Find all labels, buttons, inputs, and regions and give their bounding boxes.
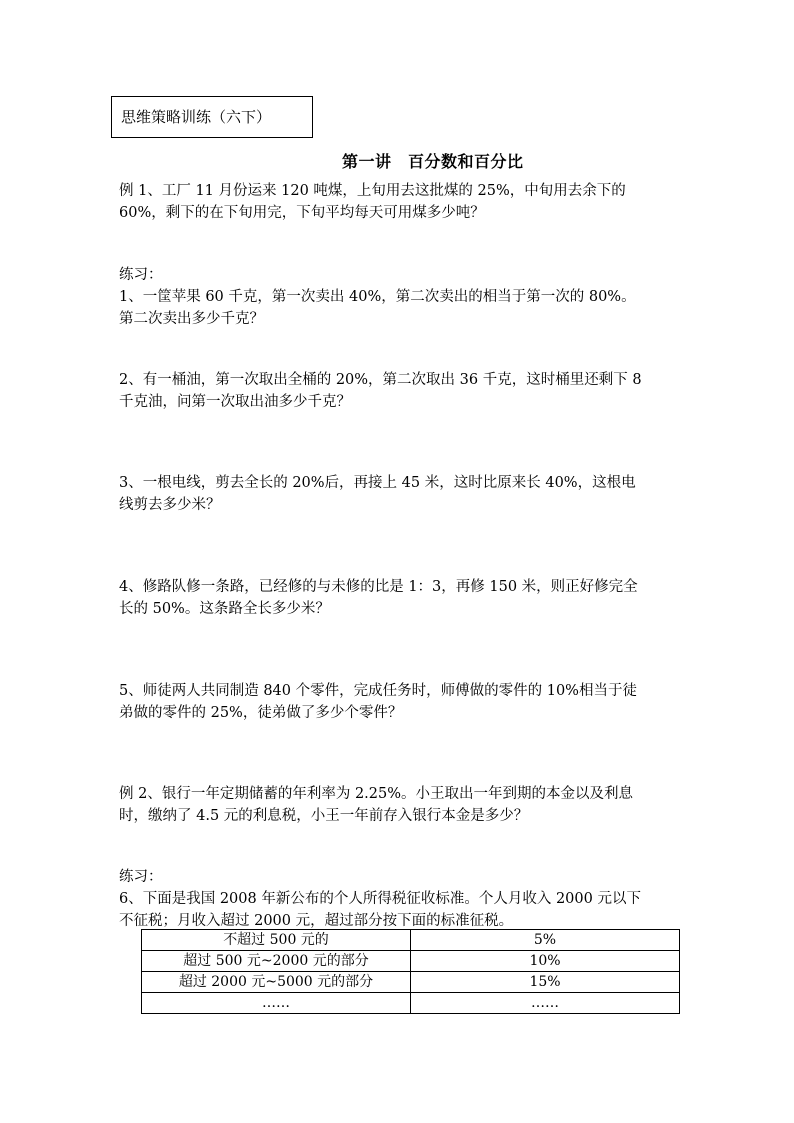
table-cell-rate: …… <box>411 993 680 1014</box>
question-4-line-2: 长的 50%。这条路全长多少米？ <box>119 601 330 617</box>
table-cell-bracket: 超过 500 元~2000 元的部分 <box>142 951 411 972</box>
table-row <box>142 993 680 1014</box>
practice-label-text: 练习： <box>119 267 163 283</box>
table-row <box>142 972 680 993</box>
question-5 <box>119 680 679 724</box>
practice-label-text: 练习： <box>119 869 163 885</box>
table-row <box>142 951 680 972</box>
question-1-line-2: 第二次卖出多少千克？ <box>119 311 264 327</box>
example-1 <box>119 180 679 224</box>
question-5-line-2: 弟做的零件的 25%，徒弟做了多少个零件？ <box>119 705 403 721</box>
question-1-line-1: 1、一筐苹果 60 千克，第一次卖出 40%，第二次卖出的相当于第一次的 80%。 <box>119 289 636 305</box>
table-cell-rate: 10% <box>411 951 680 972</box>
question-3-line-1: 3、一根电线，剪去全长的 20%后，再接上 45 米，这时比原来长 40%，这根电 <box>119 475 636 491</box>
practice-label-1 <box>119 264 679 286</box>
example-2-line-2: 时，缴纳了 4.5 元的利息税，小王一年前存入银行本金是多少？ <box>119 808 529 824</box>
question-3-line-2: 线剪去多少米？ <box>119 497 221 513</box>
table-cell-bracket: …… <box>142 993 411 1014</box>
question-6 <box>119 888 679 932</box>
question-1 <box>119 286 679 330</box>
lesson-title: 第一讲 百分数和百分比 <box>342 152 524 171</box>
table-cell-rate: 5% <box>411 930 680 951</box>
tax-rate-table <box>141 929 680 1014</box>
question-2-line-1: 2、有一桶油，第一次取出全桶的 20%，第二次取出 36 千克，这时桶里还剩下 8 <box>119 372 642 388</box>
question-6-line-1: 6、下面是我国 2008 年新公布的个人所得税征收标准。个人月收入 2000 元以下 <box>119 891 641 907</box>
example-2-line-1: 例 2、银行一年定期储蓄的年利率为 2.25%。小王取出一年到期的本金以及利息 <box>119 786 634 802</box>
table-row <box>142 930 680 951</box>
example-1-line-2: 60%，剩下的在下旬用完，下旬平均每天可用煤多少吨？ <box>119 205 485 221</box>
table-cell-bracket: 超过 2000 元~5000 元的部分 <box>142 972 411 993</box>
question-5-line-1: 5、师徒两人共同制造 840 个零件，完成任务时，师傅做的零件的 10%相当于徒 <box>119 683 637 699</box>
worksheet-header-box: 思维策略训练（六下） <box>111 96 313 138</box>
table-cell-rate: 15% <box>411 972 680 993</box>
question-2-line-2: 千克油，问第一次取出油多少千克？ <box>119 394 351 410</box>
question-2 <box>119 369 679 413</box>
example-2 <box>119 783 679 827</box>
example-1-line-1: 例 1、工厂 11 月份运来 120 吨煤，上旬用去这批煤的 25%，中旬用去余下的 <box>119 183 626 199</box>
question-4-line-1: 4、修路队修一条路，已经修的与未修的比是 1：3，再修 150 米，则正好修完全 <box>119 579 638 595</box>
question-6-line-2: 不征税；月收入超过 2000 元，超过部分按下面的标准征税。 <box>119 913 514 929</box>
question-4 <box>119 576 679 620</box>
practice-label-2 <box>119 866 679 888</box>
question-3 <box>119 472 679 516</box>
table-cell-bracket: 不超过 500 元的 <box>142 930 411 951</box>
